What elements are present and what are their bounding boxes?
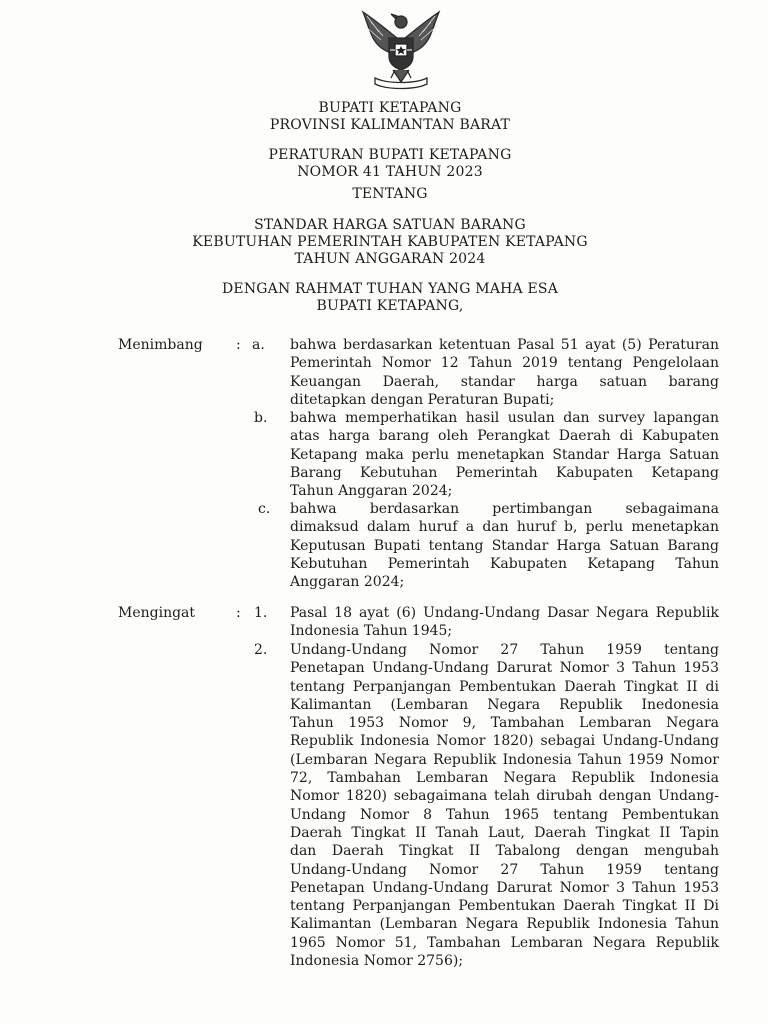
text-line: Daerah Tingkat II Tanah Laut, Daerah Tingkat II Tapin — [290, 824, 719, 841]
text-line: (Lembaran Negara Republik Indonesia Tahun 1959 Nomor — [290, 751, 719, 768]
header-line: NOMOR 41 TAHUN 2023 — [297, 164, 483, 180]
menimbang-item-text — [290, 336, 719, 409]
mengingat-colon: : — [236, 605, 241, 621]
text-line: Undang-Undang Nomor 27 Tahun 1959 tentang — [290, 642, 719, 658]
mengingat-label: Mengingat — [118, 605, 196, 621]
text-line: tentang Perpanjangan Pembentukan Daerah Tingkat II di — [290, 678, 719, 695]
header-line: STANDAR HARGA SATUAN BARANG — [254, 217, 526, 233]
menimbang-colon: : — [236, 337, 241, 353]
text-line: Keuangan Daerah, standar harga satuan barang — [290, 373, 719, 390]
header-line: BUPATI KETAPANG — [318, 100, 462, 116]
header-line: PERATURAN BUPATI KETAPANG — [268, 147, 512, 163]
text-line: Republik Indonesia Nomor 1820) sebagai Undang-Undang — [290, 733, 719, 750]
text-line: Kebutuhan Pemerintah Kabupaten Ketapang Tahun — [290, 555, 719, 572]
menimbang-item-text — [290, 500, 719, 591]
text-line: Kalimantan (Lembaran Negara Republik Indonesia Tahun — [290, 916, 719, 933]
text-line: Kalimantan (Lembaran Negara Republik Inedonesia — [290, 696, 719, 713]
text-line: bahwa berdasarkan ketentuan Pasal 51 ayat (5) Peraturan — [290, 337, 719, 353]
text-line: Pasal 18 ayat (6) Undang-Undang Dasar Negara Republik — [290, 605, 719, 621]
text-line: bahwa berdasarkan pertimbangan sebagaimana — [290, 501, 719, 517]
text-line: Barang Kebutuhan Pemerintah Kabupaten Ketapang — [290, 464, 719, 481]
text-line: Indonesia Nomor 2756); — [290, 953, 464, 970]
mengingat-item-mark: 1. — [254, 605, 268, 621]
text-line: atas harga barang oleh Perangkat Daerah di Kabupaten — [290, 428, 719, 445]
mengingat-item-mark: 2. — [254, 642, 268, 658]
menimbang-item-mark: a. — [252, 337, 265, 353]
text-line: Pemerintah Nomor 12 Tahun 2019 tentang Pengelolaan — [290, 355, 719, 372]
text-line: dan Daerah Tingkat II Tabalong dengan mengubah — [290, 843, 719, 860]
mengingat-item-text — [290, 641, 719, 970]
header-subject — [6, 217, 768, 268]
header-line: PROVINSI KALIMANTAN BARAT — [269, 117, 511, 133]
header-tentang — [6, 186, 768, 203]
text-line: Ketapang maka perlu menetapkan Standar Harga Satuan — [290, 446, 719, 463]
text-line: bahwa memperhatikan hasil usulan dan survey lapangan — [290, 410, 719, 426]
menimbang-item-mark: c. — [258, 501, 271, 517]
mengingat-item-text — [290, 604, 719, 641]
text-line: Tahun Anggaran 2024; — [290, 483, 453, 500]
text-line: Indonesia Tahun 1945; — [290, 623, 453, 640]
menimbang-label: Menimbang — [118, 337, 203, 353]
text-line: Undang Nomor 8 Tahun 1965 tentang Pembentukan — [290, 806, 719, 823]
text-line: Undang-Undang Nomor 27 Tahun 1959 tentang — [290, 861, 719, 878]
garuda-emblem-icon — [357, 8, 445, 92]
text-line: Keputusan Bupati tentang Standar Harga Satuan Barang — [290, 537, 719, 554]
text-line: dimaksud dalam huruf a dan huruf b, perlu menetapkan — [290, 519, 719, 536]
text-line: ditetapkan dengan Peraturan Bupati; — [290, 391, 555, 408]
header-line: KEBUTUHAN PEMERINTAH KABUPATEN KETAPANG — [192, 234, 588, 250]
header-line: TAHUN ANGGARAN 2024 — [294, 251, 486, 267]
header-line: DENGAN RAHMAT TUHAN YANG MAHA ESA — [221, 281, 559, 297]
text-line: tentang Perpanjangan Pembentukan Daerah Tingkat II Di — [290, 898, 719, 915]
header-regulation-number — [6, 147, 768, 181]
text-line: Penetapan Undang-Undang Darurat Nomor 3 Tahun 1953 — [290, 879, 719, 896]
header-regent-title — [6, 100, 768, 134]
text-line: Nomor 1820) sebagaimana telah dirubah dengan Undang- — [290, 788, 719, 805]
menimbang-item-text — [290, 409, 719, 500]
text-line: Anggaran 2024; — [290, 574, 405, 591]
text-line: Penetapan Undang-Undang Darurat Nomor 3 Tahun 1953 — [290, 660, 719, 677]
text-line: 1965 Nomor 51, Tambahan Lembaran Negara Republik — [290, 934, 719, 951]
header-preamble — [6, 281, 768, 315]
text-line: 72, Tambahan Lembaran Negara Republik Indonesia — [290, 770, 719, 787]
text-line: Tahun 1953 Nomor 9, Tambahan Lembaran Negara — [290, 715, 719, 732]
header-line: BUPATI KETAPANG, — [316, 298, 464, 314]
menimbang-item-mark: b. — [254, 410, 268, 426]
header-line: TENTANG — [352, 186, 428, 202]
